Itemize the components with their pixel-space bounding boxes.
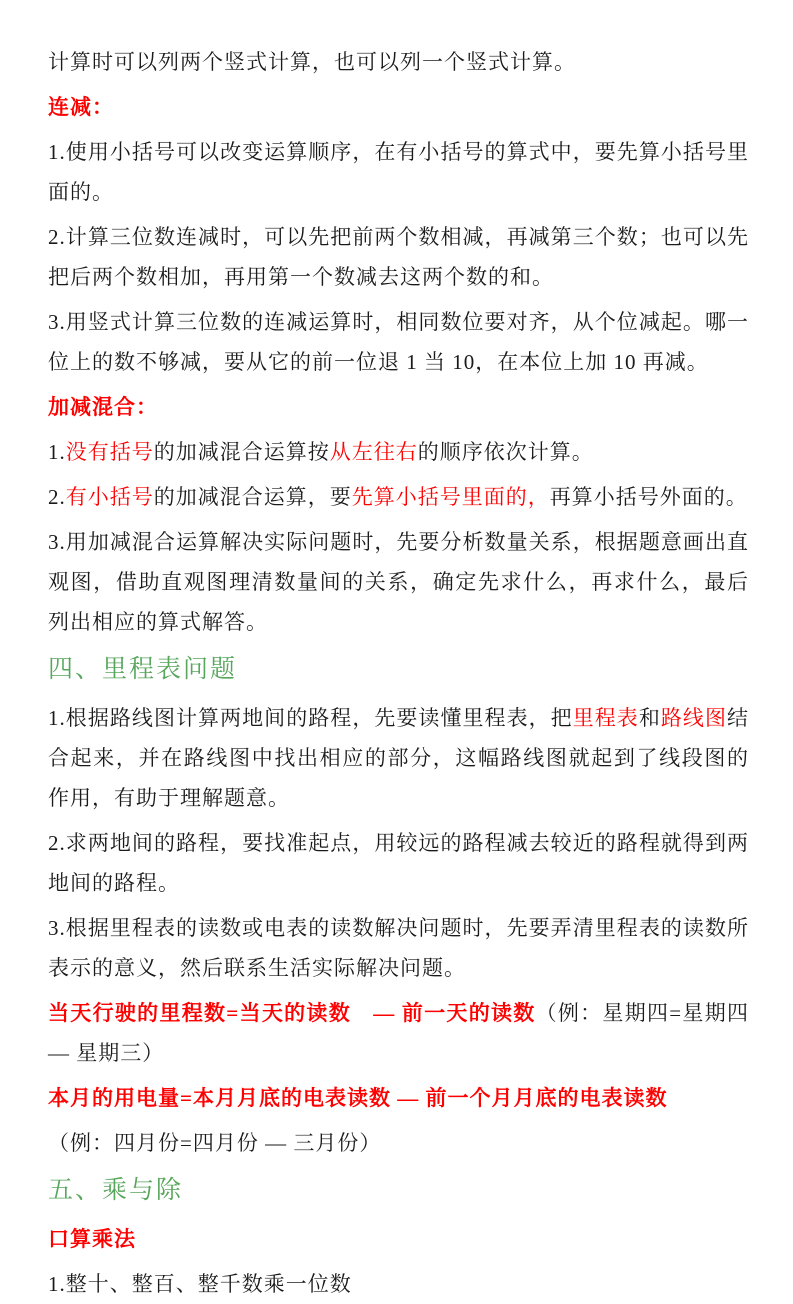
text-segment: 计算时可以列两个竖式计算，也可以列一个竖式计算。	[48, 50, 576, 74]
paragraph-licheng-1	[48, 698, 749, 818]
text-segment: 3.根据里程表的读数或电表的读数解决问题时，先要弄清里程表的读数所表示的意义，然后联系生活实际解决问题。	[48, 916, 749, 980]
text-segment: 口算乘法	[48, 1227, 136, 1251]
text-segment: 的顺序依次计算。	[417, 440, 594, 464]
text-segment: 连减：	[48, 95, 114, 119]
text-segment: （例：星期四=星期四 — 星期三）	[48, 1001, 749, 1065]
text-segment: 3.用加减混合运算解决实际问题时，先要分析数量关系，根据题意画出直观图，借助直观图理清数量间的关系，确定先求什么，再求什么，最后列出相应的算式解答。	[48, 530, 749, 634]
text-segment: 路线图	[660, 706, 728, 730]
text-segment: 2.计算三位数连减时，可以先把前两个数相减，再减第三个数；也可以先把后两个数相加，再用第一个数减去这两个数的和。	[48, 225, 749, 289]
text-segment: 五、乘与除	[48, 1176, 184, 1204]
section-heading-chengyuchu	[48, 1168, 749, 1213]
text-segment: 从左往右	[329, 440, 418, 464]
paragraph-hunhe-1	[48, 432, 749, 472]
text-segment: 结合起来，并在路线图中找出相应的部分，这幅路线图就起到了线段图的作用，有助于理解题意。	[48, 706, 750, 810]
paragraph-lianjian-2	[48, 217, 749, 297]
paragraph-hunhe-2	[48, 477, 749, 517]
text-segment: 1.整十、整百、整千数乘一位数	[48, 1272, 352, 1296]
text-segment: 再算小括号外面的。	[549, 485, 748, 509]
text-segment: （例：四月份=四月份 — 三月份）	[48, 1131, 382, 1155]
formula-example-month	[48, 1123, 749, 1163]
formula-monthly-electricity	[48, 1078, 749, 1118]
text-segment: 1.使用小括号可以改变运算顺序，在有小括号的算式中，要先算小括号里面的。	[48, 140, 749, 204]
subheading-kousuan-chengfa	[48, 1219, 749, 1259]
text-segment: 四、里程表问题	[48, 655, 238, 683]
paragraph-lianjian-1	[48, 132, 749, 212]
text-segment: 2.	[48, 485, 66, 509]
text-segment: 的加减混合运算按	[153, 440, 330, 464]
subheading-lianjian	[48, 87, 749, 127]
text-segment: 加减混合：	[48, 395, 158, 419]
text-segment: 和	[638, 706, 661, 730]
text-segment: 有小括号	[65, 485, 154, 509]
text-segment: 当天行驶的里程数=当天的读数 — 前一天的读数	[48, 1001, 536, 1025]
paragraph-hunhe-3	[48, 522, 749, 642]
section-heading-licheng	[48, 647, 749, 692]
text-segment: 2.求两地间的路程，要找准起点，用较远的路程减去较近的路程就得到两地间的路程。	[48, 831, 749, 895]
text-segment: 1.根据路线图计算两地间的路程，先要读懂里程表，把	[48, 706, 573, 730]
paragraph-licheng-2	[48, 823, 749, 903]
text-segment: 1.	[48, 440, 66, 464]
text-segment: 里程表	[572, 706, 639, 730]
paragraph-licheng-3	[48, 908, 749, 988]
formula-daily-mileage	[48, 993, 749, 1073]
text-segment: 没有括号	[65, 440, 154, 464]
paragraph-vertical-calc	[48, 42, 749, 82]
paragraph-chengfa-1	[48, 1264, 749, 1304]
document-body	[48, 42, 749, 1304]
text-segment: 3.用竖式计算三位数的连减运算时，相同数位要对齐，从个位减起。哪一位上的数不够减，要从它的前一位退 1 当 10，在本位上加 10 再减。	[48, 310, 749, 374]
text-segment: 先算小括号里面的，	[351, 485, 550, 509]
subheading-jiajian-hunhe	[48, 387, 749, 427]
text-segment: 本月的用电量=本月月底的电表读数 — 前一个月月底的电表读数	[48, 1086, 668, 1110]
paragraph-lianjian-3	[48, 302, 749, 382]
text-segment: 的加减混合运算，要	[153, 485, 352, 509]
